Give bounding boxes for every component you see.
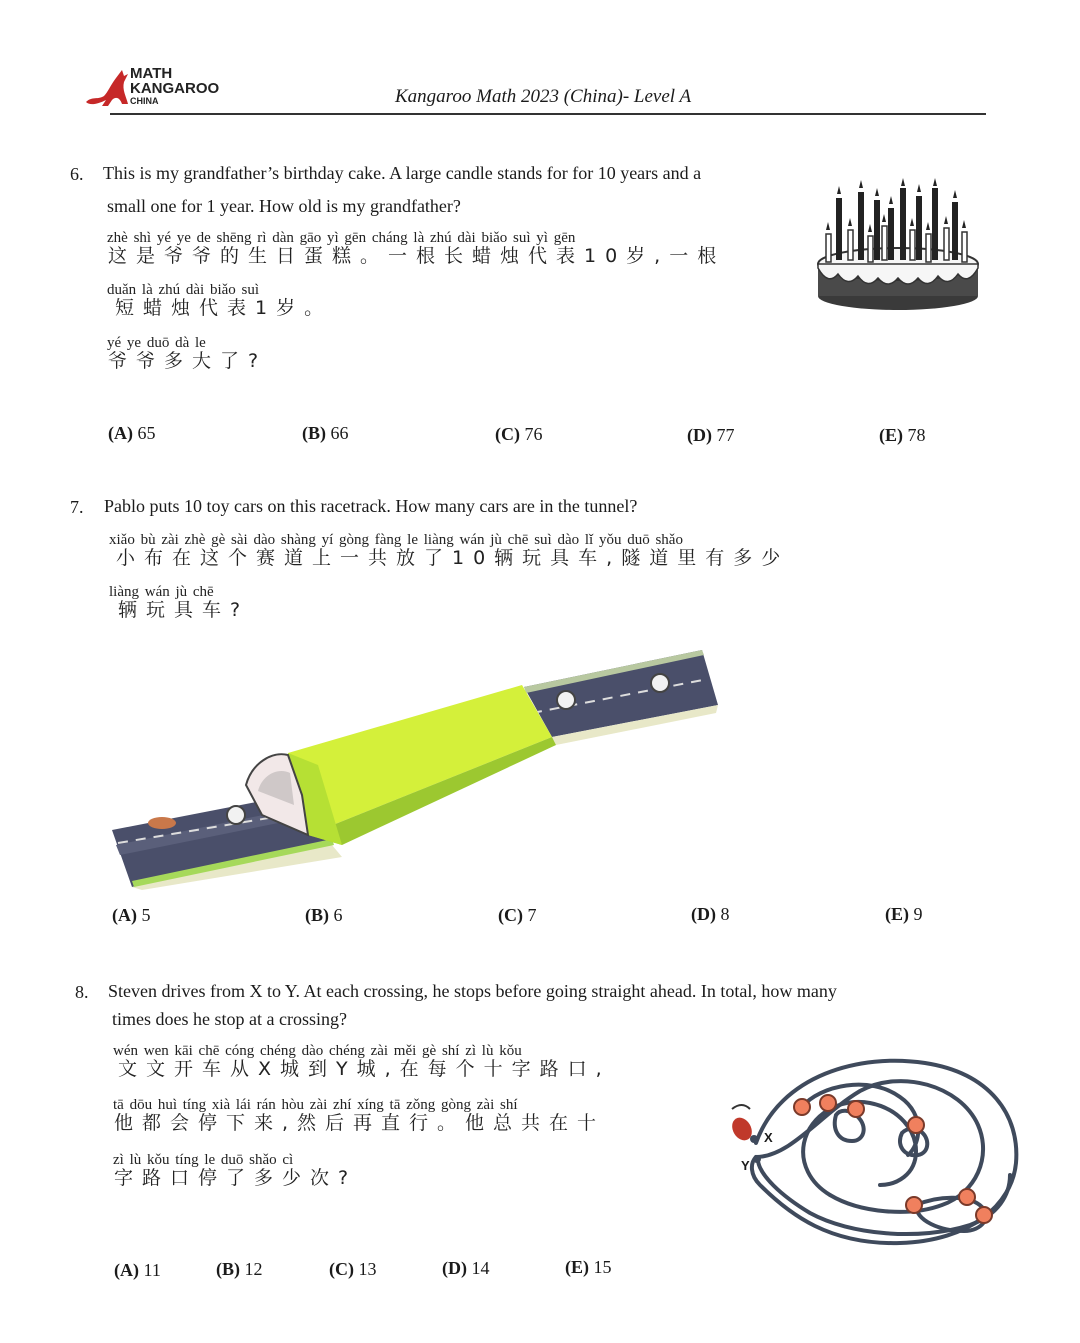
q7-option-d[interactable]: (D) 8 xyxy=(691,904,730,924)
q6-option-d[interactable]: (D) 77 xyxy=(687,425,735,445)
q8-chinese-2: 他都会停下来,然后再直行。他总共在十 xyxy=(114,1112,606,1134)
q6-chinese-3: 爷爷多大了? xyxy=(108,350,268,372)
q6-text-line1: This is my grandfather’s birthday cake. A large candle stands for for 10 years and a xyxy=(103,163,702,183)
q6-pinyin-3: yé ye duō dà le xyxy=(107,335,206,351)
q6-chinese-2: 短蜡烛代表1岁。 xyxy=(115,297,333,319)
q8-option-a[interactable]: (A) 11 xyxy=(114,1260,161,1280)
q7-option-c[interactable]: (C) 7 xyxy=(498,905,537,925)
racetrack-tunnel-image xyxy=(112,645,722,890)
q8-pinyin-3: zì lù kǒu tíng le duō shǎo cì xyxy=(113,1152,294,1168)
q7-option-e[interactable]: (E) 9 xyxy=(885,904,923,924)
q7-option-a[interactable]: (A) 5 xyxy=(112,905,151,925)
q7-number: 7. xyxy=(70,497,84,517)
q6-option-c[interactable]: (C) 76 xyxy=(495,424,543,444)
birthday-cake-image xyxy=(812,178,987,313)
q7-pinyin-2: liàng wán jù chē xyxy=(109,584,214,600)
math-kangaroo-logo xyxy=(82,66,222,110)
q6-option-e[interactable]: (E) 78 xyxy=(879,425,926,445)
q6-number: 6. xyxy=(70,164,84,184)
q8-pinyin-1: wén wen kāi chē cóng chéng dào chéng zài měi gè shí zì lù kǒu xyxy=(113,1043,522,1059)
q6-option-b[interactable]: (B) 66 xyxy=(302,423,349,443)
logo-line-1: MATH xyxy=(130,65,173,82)
q8-pinyin-2: tā dōu huì tíng xià lái rán hòu zài zhí xíng tā zǒng gòng zài shí xyxy=(113,1097,518,1113)
logo-line-3: CHINA xyxy=(130,96,159,106)
q8-text-line2: times does he stop at a crossing? xyxy=(112,1009,347,1029)
q8-option-c[interactable]: (C) 13 xyxy=(329,1259,377,1279)
header-divider xyxy=(110,113,986,115)
logo-text xyxy=(130,66,219,106)
q8-chinese-1: 文文开车从X城到Y城,在每个十字路口, xyxy=(118,1058,611,1080)
q8-text-line1: Steven drives from X to Y. At each crossing, he stops before going straight ahead. In total, how many xyxy=(108,981,837,1001)
q6-chinese-1: 这是爷爷的生日蛋糕。一根长蜡烛代表10岁,一根 xyxy=(108,245,726,267)
road-map-image xyxy=(720,1045,1025,1250)
q8-option-e[interactable]: (E) 15 xyxy=(565,1257,612,1277)
point-y-label: Y xyxy=(741,1158,750,1173)
q7-chinese-2: 辆玩具车? xyxy=(118,599,250,621)
point-x-label: X xyxy=(764,1130,773,1145)
q6-text-line2: small one for 1 year. How old is my grandfather? xyxy=(107,196,461,216)
kangaroo-icon xyxy=(82,66,132,110)
logo-line-2: KANGAROO xyxy=(130,80,220,97)
q6-pinyin-2: duǎn là zhú dài biǎo suì xyxy=(107,282,260,298)
q8-number: 8. xyxy=(75,982,89,1002)
q7-text-line1: Pablo puts 10 toy cars on this racetrack. How many cars are in the tunnel? xyxy=(104,496,638,516)
q8-chinese-3: 字路口停了多少次? xyxy=(114,1167,358,1189)
page-title: Kangaroo Math 2023 (China)- Level A xyxy=(395,86,692,107)
q7-option-b[interactable]: (B) 6 xyxy=(305,905,343,925)
q6-option-a[interactable]: (A) 65 xyxy=(108,423,156,443)
q7-chinese-1: 小布在这个赛道上一共放了10辆玩具车,隧道里有多少 xyxy=(116,547,790,569)
q6-pinyin-1: zhè shì yé ye de shēng rì dàn gāo yì gēn cháng là zhú dài biǎo suì yì gēn xyxy=(107,230,576,246)
q8-option-b[interactable]: (B) 12 xyxy=(216,1259,263,1279)
q8-option-d[interactable]: (D) 14 xyxy=(442,1258,490,1278)
q7-pinyin-1: xiǎo bù zài zhè gè sài dào shàng yí gòng fàng le liàng wán jù chē suì dào lǐ yǒu duō shǎo xyxy=(109,532,683,548)
